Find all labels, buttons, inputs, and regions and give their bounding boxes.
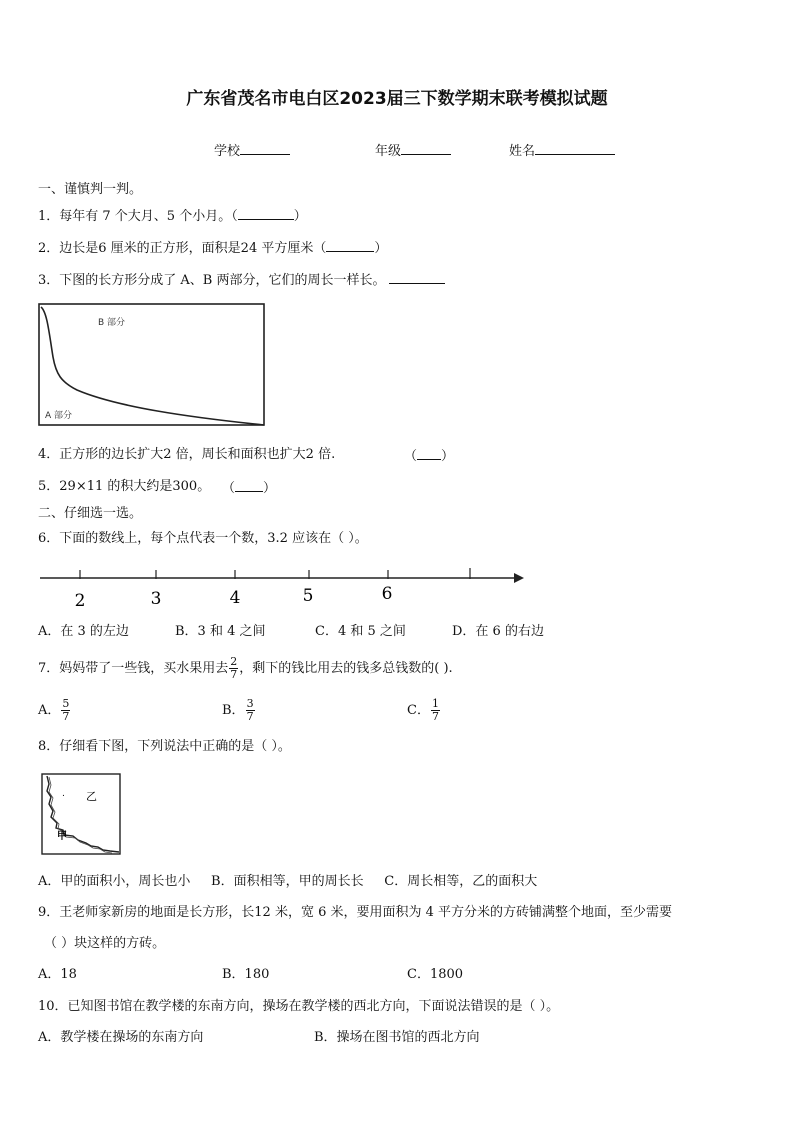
name-blank[interactable]: [535, 142, 615, 155]
question-7: [38, 656, 453, 682]
question-7-option-c-fraction: [431, 698, 440, 723]
question-1: [38, 207, 307, 225]
question-7-option-c-num: 1: [431, 697, 439, 710]
question-5-blank[interactable]: [235, 479, 263, 492]
school-blank[interactable]: [240, 142, 290, 155]
question-3-text: 3．下图的长方形分成了 A、B 两部分，它们的周长一样长。: [38, 273, 386, 288]
question-2-text: 2．边长是6 厘米的正方形，面积是24 平方厘米（: [38, 241, 327, 256]
question-1-text: 1．每年有 7 个大月、5 个小月。（: [38, 209, 238, 224]
question-9-line-1: 9．王老师家新房的地面是长方形，长12 米，宽 6 米，要用面积为 4 平方分米的方砖铺满整个地面，至少需要: [38, 905, 673, 920]
question-2-close: ）: [374, 241, 388, 256]
question-8: 8．仔细看下图，下列说法中正确的是（ ）。: [38, 739, 291, 754]
question-7-option-a-letter: A．: [38, 703, 61, 718]
question-6-option-d[interactable]: D．在 6 的右边: [452, 624, 544, 639]
question-10-option-a[interactable]: A．教学楼在操场的东南方向: [38, 1030, 204, 1045]
question-5: [38, 479, 210, 495]
number-line-label-3: 3: [150, 589, 162, 609]
question-7-fraction: [229, 656, 238, 681]
question-8-options[interactable]: A．甲的面积小，周长也小 B．面积相等，甲的周长长 C．周长相等，乙的面积大: [38, 874, 538, 889]
q3-label-a: A 部分: [45, 411, 73, 421]
question-10: 10．已知图书馆在教学楼的东南方向，操场在教学楼的西北方向，下面说法错误的是（ ）。: [38, 999, 560, 1014]
q8-square-figure: [40, 772, 124, 858]
question-3: [38, 271, 445, 289]
number-line-label-6: 6: [381, 584, 393, 604]
question-5-text: 5．29×11 的积大约是300。: [38, 479, 211, 494]
question-9-option-c[interactable]: C．1800: [407, 967, 464, 982]
question-7-option-c-letter: C．: [407, 703, 430, 718]
q3-label-b: B 部分: [98, 318, 126, 328]
question-7-text-pre: 7．妈妈带了一些钱，买水果用去: [38, 661, 229, 676]
question-5-open: （: [222, 481, 236, 496]
q8-label-yi: 乙: [86, 790, 97, 803]
question-7-text-post: ，剩下的钱比用去的钱多总钱数的( ).: [239, 661, 453, 676]
question-9-option-b[interactable]: B．180: [222, 967, 270, 982]
question-7-option-b-letter: B．: [222, 703, 245, 718]
number-line-arrowhead: [514, 573, 524, 583]
question-7-option-a[interactable]: [38, 698, 71, 724]
question-7-fraction-den: 7: [230, 668, 238, 681]
question-5-close: ）: [263, 481, 277, 496]
question-7-option-a-num: 5: [62, 697, 70, 710]
number-line-label-2: 2: [74, 591, 86, 611]
question-5-answer: [222, 479, 276, 497]
q8-label-jia: 甲: [57, 831, 67, 842]
question-4-open: （: [404, 449, 418, 464]
grade-label: 年级: [375, 144, 402, 159]
question-4-answer: [404, 447, 454, 465]
name-field: [509, 142, 615, 160]
question-7-option-b-den: 7: [246, 710, 254, 723]
question-6-option-b[interactable]: B．3 和 4 之间: [175, 624, 266, 639]
question-2: [38, 239, 387, 257]
name-label: 姓名: [509, 144, 536, 159]
q8-label-dot: .: [62, 789, 65, 799]
q3-dividing-curve: [41, 307, 264, 425]
question-4: [38, 447, 335, 463]
school-field: [214, 142, 290, 160]
question-6: 6．下面的数线上，每个点代表一个数，3.2 应该在（ ）。: [38, 531, 368, 546]
grade-field: [375, 142, 451, 160]
question-4-close: ）: [441, 449, 455, 464]
question-7-option-a-den: 7: [62, 710, 70, 723]
question-1-close: ）: [293, 209, 307, 224]
question-2-blank[interactable]: [326, 239, 374, 252]
question-1-blank[interactable]: [238, 207, 294, 220]
question-7-option-c[interactable]: [407, 698, 441, 724]
question-4-blank[interactable]: [417, 447, 441, 460]
grade-blank[interactable]: [401, 142, 451, 155]
question-3-blank[interactable]: [389, 271, 445, 284]
question-7-option-c-den: 7: [431, 710, 439, 723]
question-9-option-a[interactable]: A．18: [38, 967, 77, 982]
question-7-option-a-fraction: [61, 698, 70, 723]
question-7-option-b[interactable]: [222, 698, 256, 724]
school-label: 学校: [214, 144, 241, 159]
question-7-fraction-num: 2: [230, 655, 238, 668]
section-heading-2: 二、仔细选一选。: [38, 506, 143, 521]
page-title: 广东省茂名市电白区2023届三下数学期末联考模拟试题: [186, 89, 608, 109]
q3-rectangle-figure: [37, 302, 267, 428]
question-6-option-c[interactable]: C．4 和 5 之间: [315, 624, 406, 639]
q3-rectangle-border: [39, 304, 264, 425]
number-line-label-4: 4: [229, 588, 241, 608]
question-7-option-b-fraction: [246, 698, 255, 723]
question-6-option-a[interactable]: A．在 3 的左边: [38, 624, 129, 639]
question-10-option-b[interactable]: B．操场在图书馆的西北方向: [314, 1030, 480, 1045]
number-line-label-5: 5: [302, 586, 314, 606]
question-7-option-b-num: 3: [246, 697, 254, 710]
number-line-figure: [38, 562, 538, 612]
question-4-text: 4．正方形的边长扩大2 倍，周长和面积也扩大2 倍.: [38, 447, 336, 462]
section-heading-1: 一、谨慎判一判。: [38, 182, 143, 197]
question-9-line-2: （ ）块这样的方砖。: [44, 936, 166, 951]
